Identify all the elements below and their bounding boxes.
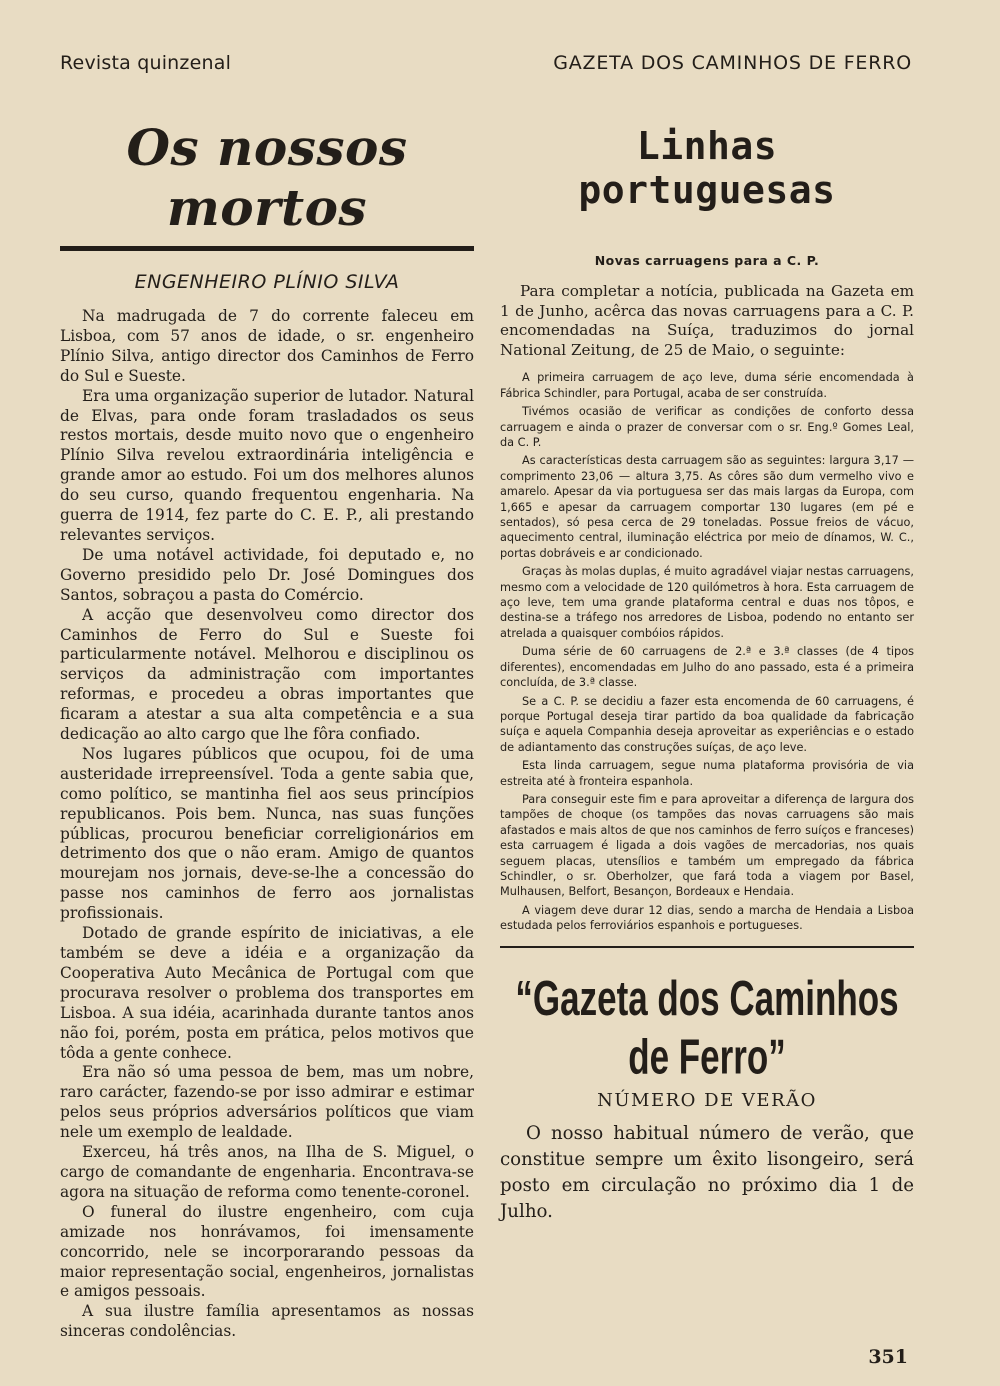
translated-quote [500, 370, 914, 933]
quote-paragraph: Esta linda carruagem, segue numa plataforma provisória de via estreita até à fronteira espanhola. [500, 759, 914, 788]
obituary-paragraph: Nos lugares públicos que ocupou, foi de uma austeridade irrepreensível. Toda a gente sabia que, como político, se mantinha fiel aos seus princípios republicanos. Pois bem. Nunca, nas suas funções públicas, procurou beneficiar correligionários em detrimento dos que o não eram. Amigo de quantos mourejam nos jornais, deve-se-lhe a concessão do passe nos caminhos de ferro aos jornalistas profissionais. [60, 744, 474, 923]
obituary-paragraph: Exerceu, há três anos, na Ilha de S. Miguel, o cargo de comandante de engenharia. Encontrava-se agora na situação de reforma como tenente-coronel. [60, 1143, 474, 1201]
header-periodicity: Revista quinzenal [60, 52, 232, 74]
obituary-paragraph: De uma notável actividade, foi deputado e, no Governo presidido pelo Dr. José Domingues dos Santos, sobraçou a pasta do Comércio. [60, 545, 474, 604]
quote-paragraph: As características desta carruagem são as seguintes: largura 3,17 — comprimento 23,06 — altura 3,75. As côres são dum vermelho vivo e amarelo. Apesar da via portuguesa ser das mais largas da Europa, com 1,665 e apesar da carruagem comportar 130 lugares (em pé e sentados), só pesa cerca de 29 toneladas. Possue freios de vácuo, aquecimento central, iluminação eléctrica por meio de dínamos, W. C., portas dobráveis e ar condicionado. [500, 454, 914, 560]
title-rule [60, 246, 474, 251]
quote-paragraph: Duma série de 60 carruagens de 2.ª e 3.ª classes (de 4 tipos diferentes), encomendadas em Julho do ano passado, esta é a primeira concluída, de 3.ª classe. [500, 645, 914, 690]
railway-column [500, 118, 914, 1225]
quote-paragraph: Tivémos ocasião de verificar as condições de conforto dessa carruagem e ainda o prazer de conversar com o sr. Eng.º Gomes Leal, da C. P. [500, 405, 914, 449]
obituary-subtitle: ENGENHEIRO PLÍNIO SILVA [134, 271, 400, 293]
quote-paragraph: Para conseguir este fim e para aproveitar a diferença de largura dos tampões de choque (os tampões das novas carruagens são mais afastados e mais altos de que nos caminhos de ferro suíços e franceses) esta carruagem é ligada a dois vagões de mercadorias, nos quais seguem placas, utensílios e também um empregado da fábrica Schindler, o sr. Oberholzer, que fará toda a viagem por Basel, Mulhausen, Belfort, Besançon, Bordeaux e Hendaia. [500, 792, 914, 899]
obituary-paragraph: O funeral do ilustre engenheiro, com cuja amizade nos honrávamos, foi imensamente concorrido, nele se incorporarando pessoas da maior representação social, engenheiros, jornalistas e amigos pessoais. [60, 1202, 474, 1301]
obituary-paragraph: A sua ilustre família apresentamos as nossas sinceras condolências. [60, 1302, 474, 1341]
obituary-body [60, 307, 474, 1342]
page-number: 351 [868, 1346, 908, 1368]
announcement-subtitle: NÚMERO DE VERÃO [597, 1089, 817, 1111]
section-rule [500, 946, 914, 948]
quote-paragraph: A viagem deve durar 12 dias, sendo a marcha de Hendaia a Lisboa estudada pelos ferroviários espanhois e portugueses. [500, 903, 914, 933]
obituary-paragraph: Dotado de grande espírito de iniciativas, a ele também se deve a idéia e a organização da Cooperativa Auto Mecânica de Portugal com que procurava resolver o problema dos transportes em Lisboa. A sua idéia, acarinhada durante tantos anos não foi, porém, posta em prática, pelos motivos que tôda a gente conhece. [60, 924, 474, 1062]
obituary-paragraph: Era não só uma pessoa de bem, mas um nobre, raro carácter, fazendo-se por isso admirar e estimar pelos seus próprios adversários políticos que viam nele um exemplo de lealdade. [60, 1063, 474, 1142]
railway-subtitle: Novas carruagens para a C. P. [594, 253, 820, 268]
header-publication-title: GAZETA DOS CAMINHOS DE FERRO [553, 52, 912, 74]
quote-paragraph: A primeira carruagem de aço leve, duma série encomendada à Fábrica Schindler, para Portugal, acaba de ser construída. [500, 371, 914, 400]
quote-paragraph: Graças às molas duplas, é muito agradável viajar nestas carruagens, mesmo com a velocidade de 120 quilómetros à hora. Esta carruagem de aço leve, tem uma grande plataforma central e duas nos tôpos, e destina-se a tráfego nos arredores de Lisboa, podendo no entanto ser atrelada a quaisquer combóios rápidos. [500, 565, 914, 640]
obituary-paragraph: Na madrugada de 7 do corrente faleceu em Lisboa, com 57 anos de idade, o sr. engenheiro Plínio Silva, antigo director dos Caminhos de Ferro do Sul e Sueste. [60, 307, 474, 385]
announcement-title: “Gazeta dos Caminhos de Ferro” [515, 970, 899, 1085]
obituary-title: Os nossos mortos [126, 118, 408, 237]
railway-title: Linhas portuguesas [578, 124, 836, 212]
railway-intro [500, 282, 914, 360]
announcement-text: O nosso habitual número de verão, que constitue sempre um êxito lisongeiro, será posto em circulação no próximo dia 1 de Julho. [500, 1122, 914, 1222]
page-header [60, 52, 912, 82]
obituary-column [60, 118, 474, 1342]
quote-paragraph: Se a C. P. se decidiu a fazer esta encomenda de 60 carruagens, é porque Portugal deseja tirar partido da boa qualidade da fabricação suíça e aquela Companhia deseja aproveitar as experiências e o estado de adiantamento das construções suíças, de aço leve. [500, 694, 914, 754]
railway-intro-paragraph: Para completar a notícia, publicada na Gazeta em 1 de Junho, acêrca das novas carruagens para a C. P. encomendadas na Suíça, traduzimos do jornal National Zeitung, de 25 de Maio, o seguinte: [500, 282, 914, 359]
obituary-paragraph: Era uma organização superior de lutador. Natural de Elvas, para onde foram trasladados os seus restos mortais, desde muito novo que o engenheiro Plínio Silva revelou extraordinária inteligência e grande amor ao estudo. Foi um dos melhores alunos do seu curso, quando frequentou engenharia. Na guerra de 1914, fez parte do C. E. P., ali prestando relevantes serviços. [60, 386, 474, 544]
obituary-paragraph: A acção que desenvolveu como director dos Caminhos de Ferro do Sul e Sueste foi particularmente notável. Melhorou e disciplinou os serviços da administração com importantes reformas, e procedeu a obras importantes que ficaram a atestar a sua alta competência e a sua dedicação ao alto cargo que lhe fôra confiado. [60, 605, 474, 744]
